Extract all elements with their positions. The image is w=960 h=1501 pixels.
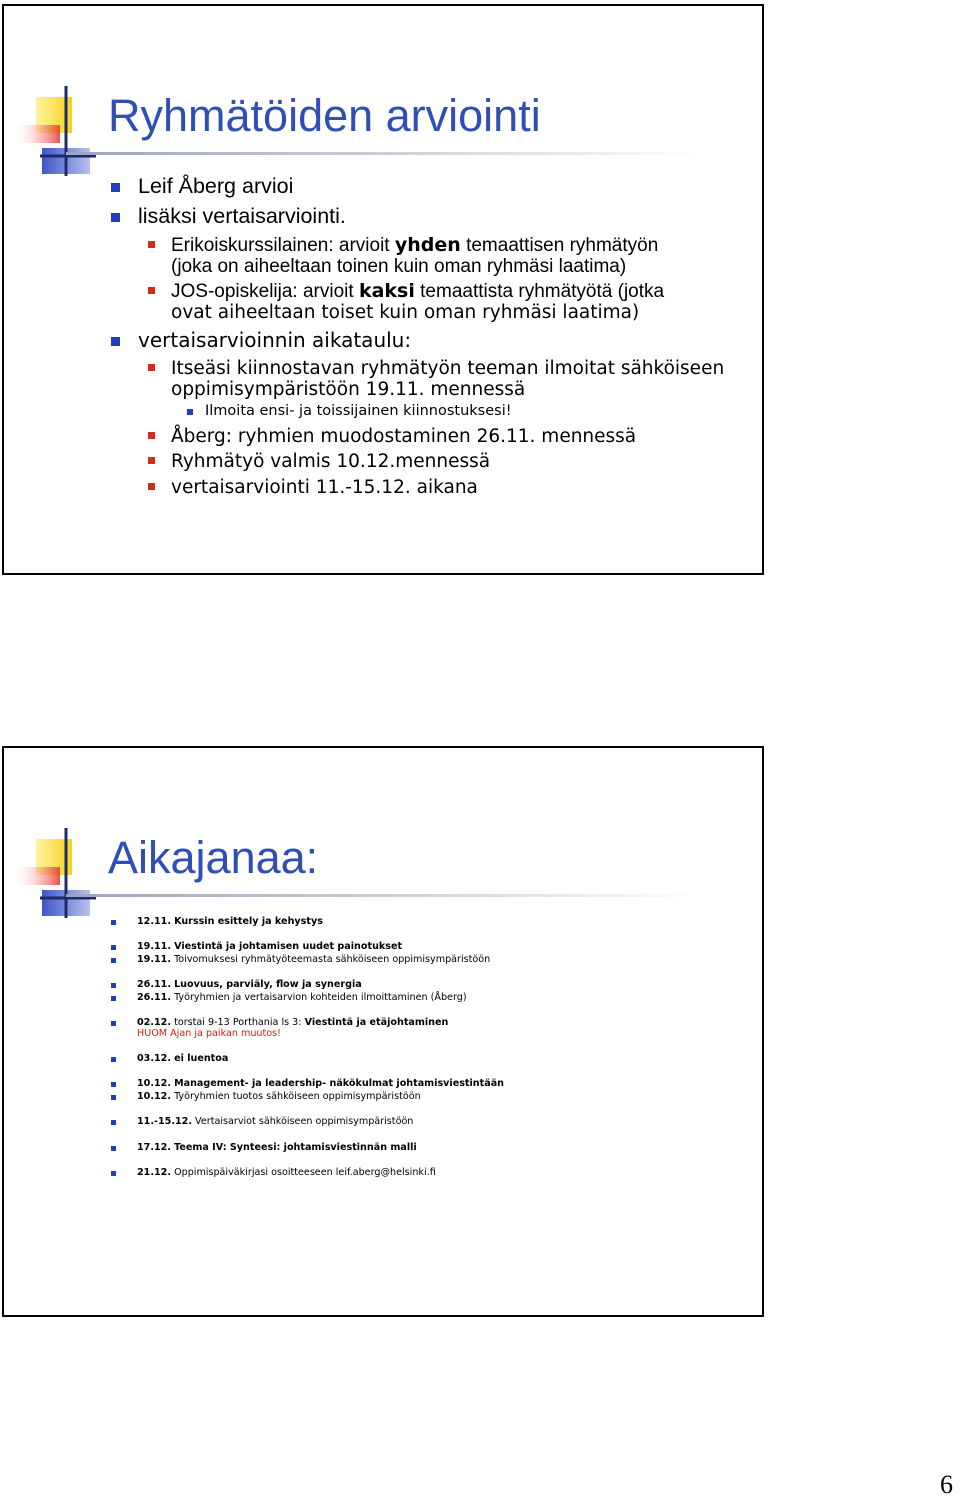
timeline-text: Toivomuksesi ryhmätyöteemasta sähköiseen oppimisympäristöön	[174, 954, 491, 965]
timeline-item	[137, 1142, 417, 1155]
timeline-item	[137, 1053, 228, 1066]
sub-bullet-item	[171, 426, 636, 447]
bullet-square-icon	[111, 1146, 116, 1151]
bullet-text: oppimisympäristöön 19.11. mennessä	[171, 379, 526, 400]
timeline-date: 21.12.	[137, 1167, 171, 1178]
slide-title: Aikajanaa:	[108, 832, 319, 883]
bullet-item	[138, 174, 293, 199]
timeline-text: Kurssin esittely ja kehystys	[174, 916, 323, 927]
slide-1	[2, 4, 764, 575]
timeline-text: Työryhmien ja vertaisarvion kohteiden ilmoittaminen (Åberg)	[174, 992, 467, 1003]
bullet-text: temaattisen ryhmätyön	[460, 235, 659, 256]
timeline-text: ei luentoa	[174, 1053, 229, 1064]
timeline-date: 26.11.	[137, 992, 171, 1003]
bullet-square-icon	[111, 920, 116, 925]
timeline-item	[137, 916, 323, 929]
title-underline	[66, 894, 706, 897]
bullet-square-icon	[111, 1120, 116, 1125]
bullet-text: Åberg: ryhmien muodostaminen 26.11. mennessä	[171, 426, 637, 447]
timeline-date: 10.12.	[137, 1091, 171, 1102]
bullet-square-icon	[111, 1171, 116, 1176]
bullet-square-icon	[111, 1095, 116, 1100]
bullet-square-icon	[148, 432, 155, 439]
bullet-text: JOS-opiskelija: arvioit	[171, 281, 359, 302]
bullet-text: Ryhmätyö valmis 10.12.mennessä	[171, 451, 491, 472]
sub-bullet-item	[171, 477, 478, 498]
timeline-date: 19.11.	[137, 954, 171, 965]
timeline-item	[137, 941, 402, 954]
bullet-square-icon	[111, 1021, 116, 1026]
timeline-date: 12.11.	[137, 916, 171, 927]
emphasis-text: kaksi	[358, 280, 415, 302]
bullet-text: lisäksi vertaisarviointi.	[138, 204, 346, 228]
timeline-text: Luovuus, parviäly, flow ja synergia	[174, 979, 362, 990]
timeline-item	[137, 979, 362, 992]
bullet-text: ovat aiheeltaan toiset kuin oman ryhmäsi laatima)	[171, 302, 640, 323]
bullet-square-icon	[148, 364, 155, 371]
bullet-square-icon	[148, 287, 155, 294]
sub-bullet-item	[171, 451, 490, 472]
timeline-item	[137, 1091, 421, 1104]
timeline-date: 26.11.	[137, 979, 171, 990]
bullet-text: Leif Åberg arvioi	[138, 174, 294, 198]
bullet-square-icon	[111, 996, 116, 1001]
bullet-square-icon	[148, 457, 155, 464]
bullet-square-icon	[148, 241, 155, 248]
sub-bullet-continuation	[171, 302, 639, 323]
timeline-text: Viestintä ja johtamisen uudet painotukset	[174, 941, 403, 952]
bullet-square-icon	[111, 1082, 116, 1087]
timeline-item	[137, 954, 490, 967]
sub-bullet-item	[171, 358, 724, 379]
bullet-text: (joka on aiheeltaan toinen kuin oman ryhmäsi laatima)	[171, 256, 627, 277]
bullet-square-icon	[111, 183, 120, 192]
timeline-text-bold: Viestintä ja etäjohtaminen	[304, 1017, 449, 1028]
timeline-date: 19.11.	[137, 941, 171, 952]
timeline-text: Teema IV: Synteesi: johtamisviestinnän malli	[174, 1142, 417, 1153]
timeline-text: torstai 9-13 Porthania ls 3:	[174, 1017, 305, 1028]
emphasis-text: yhden	[394, 234, 461, 256]
bullet-square-icon	[111, 337, 120, 346]
bullet-square-icon	[111, 958, 116, 963]
timeline-note	[137, 1028, 281, 1041]
timeline-text: Oppimispäiväkirjasi osoitteeseen leif.aberg@helsinki.fi	[174, 1167, 436, 1178]
bullet-text: vertaisarvioinnin aikataulu:	[138, 328, 412, 352]
page-number: 6	[940, 1470, 953, 1499]
bullet-square-icon	[148, 483, 155, 490]
bullet-item	[138, 328, 411, 352]
sub-sub-bullet-item	[205, 403, 512, 419]
timeline-text: Vertaisarviot sähköiseen oppimisympäristöön	[195, 1116, 414, 1127]
bullet-text: temaattista ryhmätyötä (jotka	[414, 281, 665, 302]
bullet-square-icon	[111, 945, 116, 950]
bullet-text: Ilmoita ensi- ja toissijainen kiinnostuksesi!	[205, 403, 512, 419]
timeline-date: 02.12.	[137, 1017, 171, 1028]
timeline-date: 10.12.	[137, 1078, 171, 1089]
timeline-item	[137, 992, 467, 1005]
sub-bullet-continuation	[171, 256, 626, 277]
bullet-item	[138, 204, 346, 229]
timeline-item	[137, 1078, 504, 1091]
timeline-date: 03.12.	[137, 1053, 171, 1064]
title-underline	[66, 152, 706, 155]
bullet-text: Erikoiskurssilainen: arvioit	[171, 235, 395, 256]
sub-bullet-item	[171, 281, 664, 302]
timeline-date: 17.12.	[137, 1142, 171, 1153]
timeline-text: Management- ja leadership- näkökulmat johtamisviestintään	[174, 1078, 505, 1089]
bullet-square-icon	[111, 1057, 116, 1062]
timeline-text: Työryhmien tuotos sähköiseen oppimisympäristöön	[174, 1091, 421, 1102]
timeline-date: 11.-15.12.	[137, 1116, 192, 1127]
timeline-item	[137, 1116, 413, 1129]
bullet-text: vertaisarviointi 11.-15.12. aikana	[171, 477, 478, 498]
bullet-text: Itseäsi kiinnostavan ryhmätyön teeman ilmoitat sähköiseen	[171, 358, 725, 379]
bullet-square-icon	[111, 983, 116, 988]
bullet-square-icon	[187, 409, 193, 415]
bullet-square-icon	[111, 213, 120, 222]
timeline-item	[137, 1167, 436, 1180]
slide-title: Ryhmätöiden arviointi	[108, 90, 541, 141]
sub-bullet-continuation	[171, 379, 525, 400]
slide-2	[2, 746, 764, 1317]
notice-text: HUOM Ajan ja paikan muutos!	[137, 1028, 281, 1039]
sub-bullet-item	[171, 235, 658, 256]
